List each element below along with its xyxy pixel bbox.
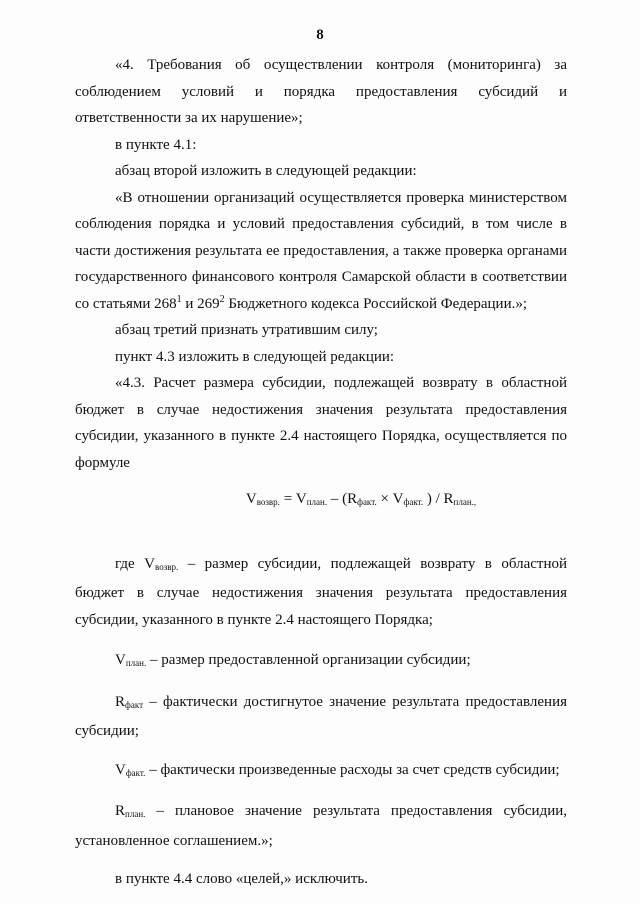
- paragraph-calculation: «4.3. Расчет размера субсидии, подлежащей возврату в областной бюджет в случае недостижения значения результата предоставления субсидии, указанного в пункте 2.4 настоящего Порядка, осуществляется по формуле: [75, 375, 567, 471]
- formula-div-r-plan: ) / R: [423, 491, 454, 507]
- definition-r-fact-sym: R: [115, 693, 126, 710]
- definition-r-plan-sym: R: [115, 803, 126, 819]
- paragraph-point-4-3: пункт 4.3 изложить в следующей редакции:: [115, 348, 395, 365]
- definition-v-fact-text: – фактически произведенные расходы за счет средств субсидии;: [145, 761, 560, 778]
- paragraph-section-heading: «4. Требования об осуществлении контроля (мониторинга) за соблюдением условий и порядка предоставления субсидий и ответственности за их нарушение»;: [75, 57, 567, 126]
- definition-v-return-sub: возвр.: [155, 561, 179, 572]
- definition-r-plan-text: – плановое значение результата предоставления субсидии, установленное соглашением.»;: [75, 803, 567, 849]
- formula-sub-plan: план.: [306, 497, 328, 507]
- definition-v-return: [75, 551, 567, 634]
- paragraph-inspection: [75, 185, 567, 318]
- paragraph-third-abzac: абзац третий признать утратившим силу;: [115, 322, 378, 338]
- formula: [75, 486, 567, 516]
- formula-v-return: V: [245, 491, 257, 507]
- formula-r-fact: – (R: [327, 491, 358, 507]
- definition-v-fact: [75, 757, 567, 787]
- superscript-1: 1: [176, 293, 182, 305]
- paragraph-point-4-4: в пункте 4.4 слово «целей,» исключить.: [115, 871, 368, 887]
- definition-v-return-text: – размер субсидии, подлежащей возврату в областной бюджет в случае недостижения значения результата предоставления субсидии, указанного в пункте 2.4 настоящего Порядка;: [75, 555, 568, 628]
- definition-v-plan-sub: план.: [125, 658, 147, 668]
- formula-times-v-fact: × V: [376, 491, 404, 507]
- page-number: 8: [316, 27, 324, 43]
- definition-v-return-pre: где V: [115, 555, 155, 572]
- formula-sub-return: возвр.: [256, 497, 280, 507]
- definition-r-fact-sub: факт: [125, 699, 144, 710]
- definition-v-fact-sub: факт.: [125, 767, 146, 778]
- paragraph-inspection-text-b: и 269: [181, 295, 220, 312]
- definition-r-plan-sub: план.: [125, 809, 146, 819]
- paragraph-second-abzac: абзац второй изложить в следующей редакции:: [115, 163, 417, 179]
- formula-eq-v-plan: = V: [279, 491, 307, 507]
- definition-v-plan-sym: V: [115, 652, 126, 668]
- formula-sub-fact-r: факт.: [357, 497, 377, 507]
- definition-v-fact-sym: V: [115, 761, 126, 778]
- document-body: [75, 52, 567, 893]
- definition-v-plan-text: – размер предоставленной организации субсидии;: [146, 652, 471, 668]
- superscript-2: 2: [219, 293, 225, 305]
- formula-sub-plan-r: план.,: [453, 497, 477, 507]
- paragraph-point-4-1: в пункте 4.1:: [115, 136, 197, 153]
- definition-r-fact-text: – фактически достигнутое значение результата предоставления субсидии;: [75, 693, 567, 739]
- definition-r-plan: [75, 798, 567, 854]
- paragraph-inspection-text-c: Бюджетного кодекса Российской Федерации.»;: [224, 295, 528, 312]
- definition-v-plan: [75, 647, 567, 677]
- formula-sub-fact-v: факт.: [403, 497, 424, 507]
- paragraph-inspection-text-a: «В отношении организаций осуществляется проверка министерством соблюдения порядка и условий предоставления субсидий, в том числе в части достижения результата ее предоставления, а также проверка органами государственного финансового контроля Самарской области в соответствии со статьями 268: [75, 189, 567, 312]
- definition-r-fact: [75, 689, 567, 745]
